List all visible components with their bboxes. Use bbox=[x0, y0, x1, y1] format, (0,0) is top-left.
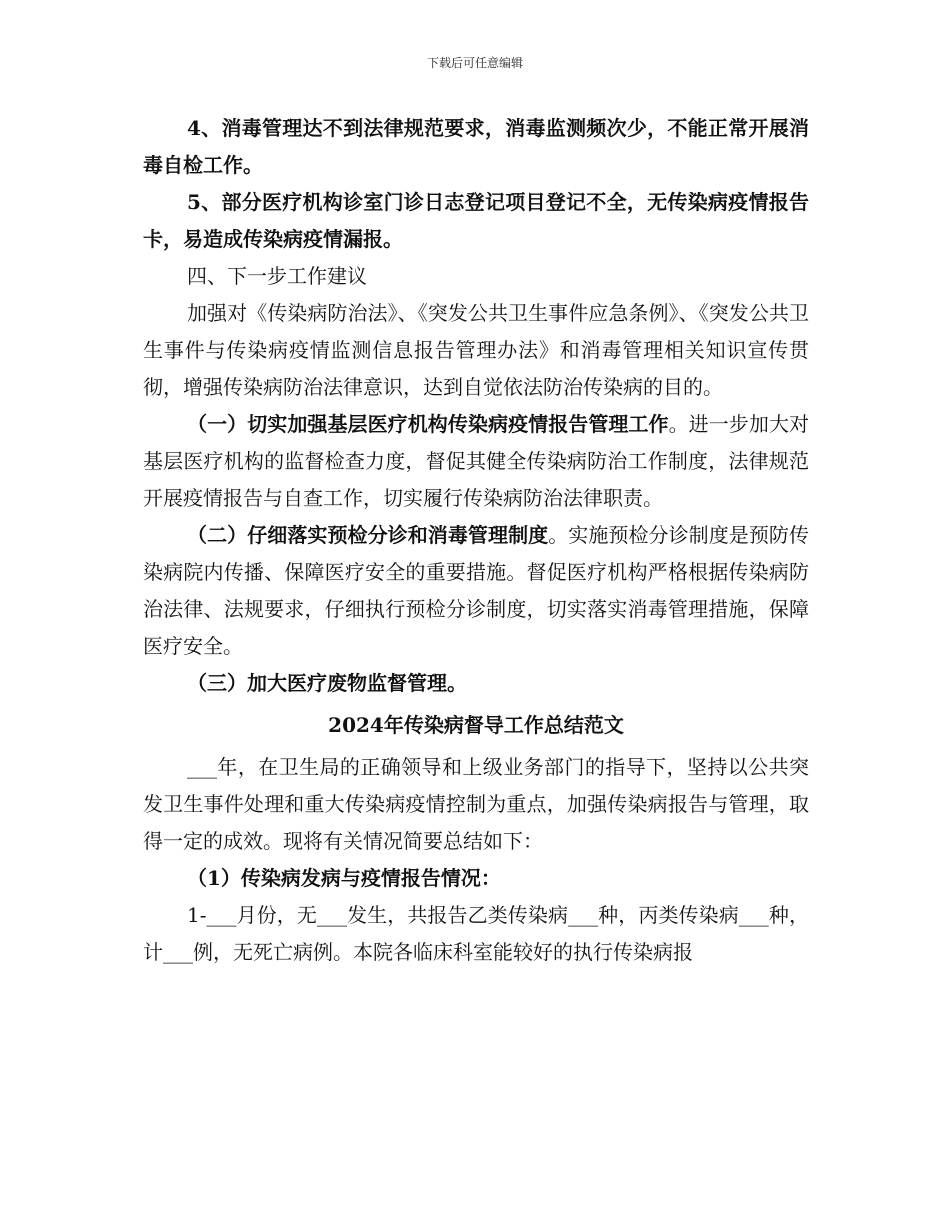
sub2-heading: （二）仔细落实预检分诊和消毒管理制度 bbox=[187, 523, 549, 547]
paragraph-section4-sub1 bbox=[143, 406, 809, 517]
header-note: 下载后可任意编辑 bbox=[426, 56, 523, 70]
paragraph-section4-sub2 bbox=[143, 517, 809, 665]
article-title: 2024年传染病督导工作总结范文 bbox=[328, 713, 624, 737]
sub1-heading: （一）切实加强基层医疗机构传染病疫情报告管理工作 bbox=[187, 412, 669, 436]
paragraph-section4-intro: 加强对《传染病防治法》、《突发公共卫生事件应急条例》、《突发公共卫生事件与传染病疫情监测信息报告管理办法》和消毒管理相关知识宣传贯彻，增强传染病防治法律意识，达到自觉依法防治传染病的目的。 bbox=[143, 301, 809, 399]
paragraph-article-sub1-body: 1-___月份，无___发生，共报告乙类传染病___种，丙类传染病___种，计___例，无死亡病例。本院各临床科室能较好的执行传染病报 bbox=[143, 903, 809, 964]
section-heading-4: 四、下一步工作建议 bbox=[187, 264, 367, 288]
paragraph-item-5: 5、部分医疗机构诊室门诊日志登记项目登记不全，无传染病疫情报告卡，易造成传染病疫情漏报。 bbox=[143, 190, 809, 251]
paragraph-item-4: 4、消毒管理达不到法律规范要求，消毒监测频次少，不能正常开展消毒自检工作。 bbox=[143, 116, 809, 177]
sub2-body: 。实施预检分诊制度是预防传染病院内传播、保障医疗安全的重要措施。督促医疗机构严格根据传染病防治法律、法规要求，仔细执行预检分诊制度，切实落实消毒管理措施，保障医疗安全。 bbox=[143, 523, 810, 658]
sub1-body: 。进一步加大对基层医疗机构的监督检查力度，督促其健全传染病防治工作制度，法律规范开展疫情报告与自查工作，切实履行传染病防治法律职责。 bbox=[143, 412, 810, 510]
paragraph-article-intro: ___年，在卫生局的正确领导和上级业务部门的指导下，坚持以公共突发卫生事件处理和重大传染病疫情控制为重点，加强传染病报告与管理，取得一定的成效。现将有关情况简要总结如下： bbox=[143, 755, 809, 853]
document-body bbox=[143, 110, 809, 971]
paragraph-section4-sub3: （三）加大医疗废物监督管理。 bbox=[187, 671, 467, 695]
article-sub1-heading: （1）传染病发病与疫情报告情况： bbox=[187, 866, 501, 890]
